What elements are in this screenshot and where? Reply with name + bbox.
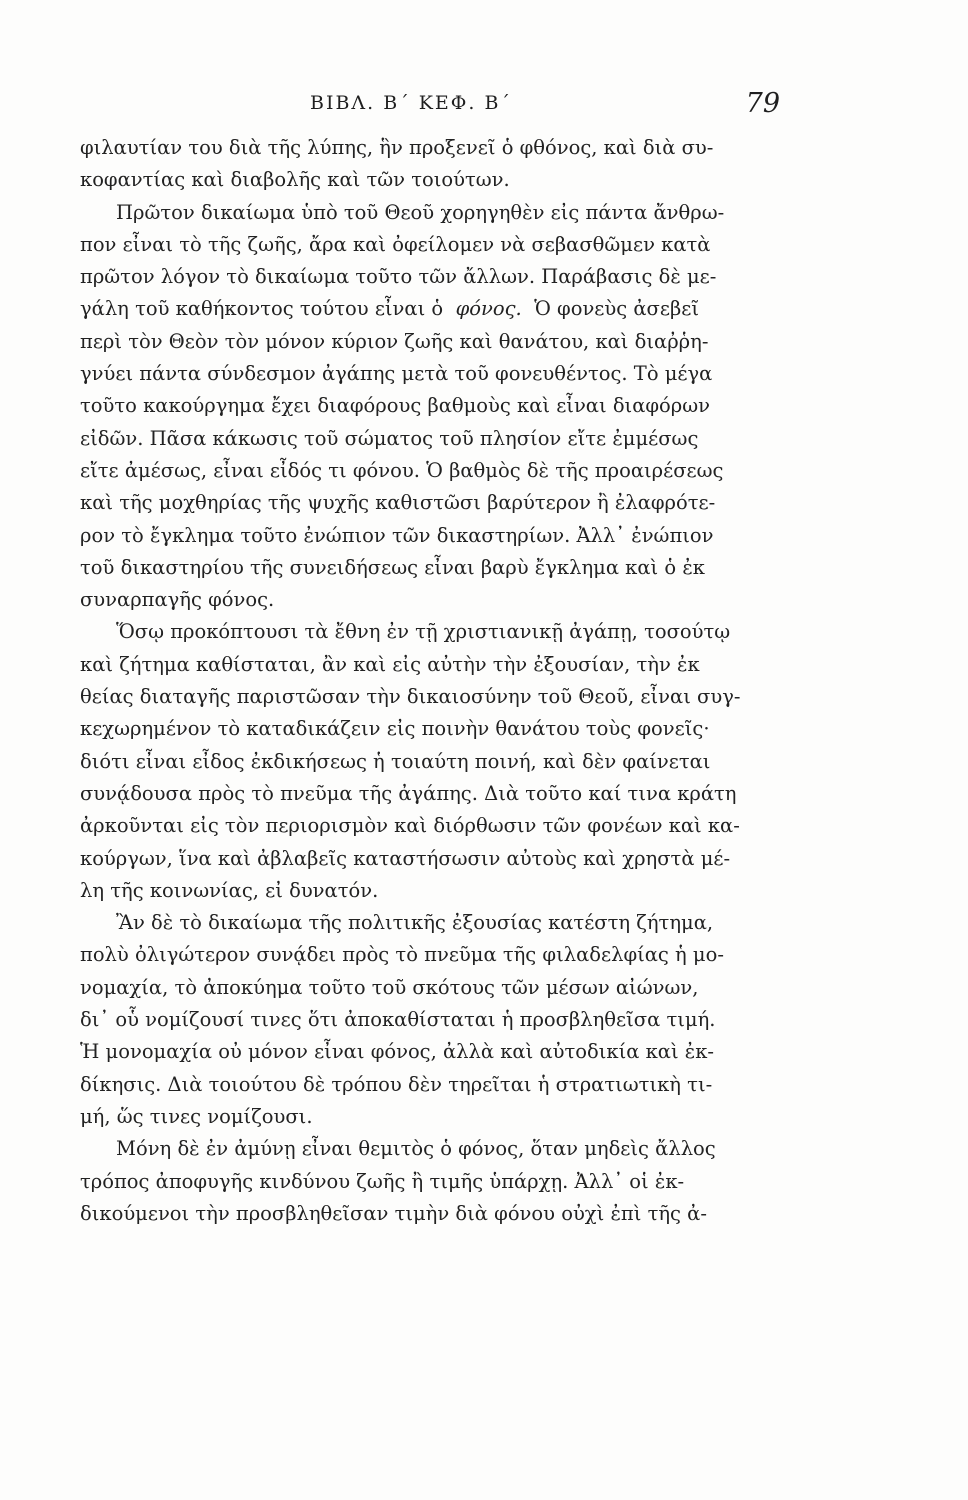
text-line: τοῦτο κακούργημα ἔχει διαφόρους βαθμοὺς καὶ εἶναι διαφόρων <box>80 394 710 418</box>
text-line: γνύει πάντα σύνδεσμον ἀγάπης μετὰ τοῦ φονευθέντος. Τὸ μέγα <box>80 362 713 386</box>
text-line: νομαχία, τὸ ἀποκύημα τοῦτο τοῦ σκότους τῶν μέσων αἰώνων, <box>80 975 699 999</box>
text-fragment: γάλη τοῦ καθήκοντος τούτου εἶναι ὁ <box>80 297 444 321</box>
text-line: κούργων, ἵνα καὶ ἀβλαβεῖς καταστήσωσιν αὐτοὺς καὶ χρηστὰ μέ- <box>80 846 731 870</box>
text-line: δικούμενοι τὴν προσβληθεῖσαν τιμὴν διὰ φόνου οὐχὶ ἐπὶ τῆς ἀ- <box>80 1201 707 1225</box>
text-line: Ἡ μονομαχία οὐ μόνον εἶναι φόνος, ἀλλὰ καὶ αὐτοδικία καὶ ἐκ- <box>80 1040 715 1064</box>
text-line: συναρπαγῆς φόνος. <box>80 588 275 612</box>
paragraph-start-line: Ὅσῳ προκόπτουσι τὰ ἔθνη ἐν τῇ χριστιανικῇ ἀγάπῃ, τοσούτῳ <box>116 620 731 644</box>
running-head <box>80 88 780 128</box>
text-line: ρον τὸ ἔγκλημα τοῦτο ἐνώπιον τῶν δικαστηρίων. Ἀλλ᾽ ἐνώπιον <box>80 523 714 547</box>
text-line: συνᾴδουσα πρὸς τὸ πνεῦμα τῆς ἀγάπης. Διὰ τοῦτο καί τινα κράτη <box>80 781 737 805</box>
text-line: φιλαυτίαν του διὰ τῆς λύπης, ἣν προξενεῖ ὁ φθόνος, καὶ διὰ συ- <box>80 136 714 159</box>
text-line: εἰδῶν. Πᾶσα κάκωσις τοῦ σώματος τοῦ πλησίον εἴτε ἐμμέσως <box>80 426 699 450</box>
text-line: τρόπος ἀποφυγῆς κινδύνου ζωῆς ἢ τιμῆς ὑπάρχῃ. Ἀλλ᾽ οἱ ἐκ- <box>80 1169 685 1193</box>
text-fragment: Ὁ φονεὺς ἀσεβεῖ <box>534 297 699 321</box>
text-line: δίκησις. Διὰ τοιούτου δὲ τρόπου δὲν τηρεῖται ἡ στρατιωτικὴ τι- <box>80 1072 713 1096</box>
text-line: καὶ ζήτημα καθίσταται, ἂν καὶ εἰς αὐτὴν τὴν ἐξουσίαν, τὴν ἐκ <box>80 652 700 676</box>
text-line: διότι εἶναι εἶδος ἐκδικήσεως ἡ τοιαύτη ποινή, καὶ δὲν φαίνεται <box>80 749 711 773</box>
running-head-title: ΒΙΒΛ. Β΄ ΚΕΦ. Β΄ <box>310 92 512 114</box>
text-line: κοφαντίας καὶ διαβολῆς καὶ τῶν τοιούτων. <box>80 168 510 192</box>
text-line: μή, ὥς τινες νομίζουσι. <box>80 1104 313 1128</box>
text-line: θείας διαταγῆς παριστῶσαν τὴν δικαιοσύνην τοῦ Θεοῦ, εἶναι συγ- <box>80 685 740 709</box>
text-line: κεχωρημένον τὸ καταδικάζειν εἰς ποινὴν θανάτου τοὺς φονεῖς· <box>80 717 710 741</box>
page-number: 79 <box>745 88 780 119</box>
paragraph-start-line: Πρῶτον δικαίωμα ὑπὸ τοῦ Θεοῦ χορηγηθὲν εἰς πάντα ἄνθρω- <box>116 200 725 224</box>
emphasized-word: φόνος. <box>455 297 522 321</box>
text-line: πρῶτον λόγον τὸ δικαίωμα τοῦτο τῶν ἄλλων. Παράβασις δὲ με- <box>80 265 717 289</box>
text-line: καὶ τῆς μοχθηρίας τῆς ψυχῆς καθιστῶσι βαρύτερον ἢ ἐλαφρότε- <box>80 491 716 515</box>
text-line: τοῦ δικαστηρίου τῆς συνειδήσεως εἶναι βαρὺ ἔγκλημα καὶ ὁ ἐκ <box>80 555 705 579</box>
body-text <box>80 132 740 1230</box>
text-line: ἀρκοῦνται εἰς τὸν περιορισμὸν καὶ διόρθωσιν τῶν φονέων καὶ κα- <box>80 814 740 838</box>
paragraph-start-line: Μόνη δὲ ἐν ἀμύνῃ εἶναι θεμιτὸς ὁ φόνος, ὅταν μηδεὶς ἄλλος <box>116 1137 716 1161</box>
text-line: πολὺ ὀλιγώτερον συνᾴδει πρὸς τὸ πνεῦμα τῆς φιλαδελφίας ἡ μο- <box>80 943 724 967</box>
text-line: λη τῆς κοινωνίας, εἰ δυνατόν. <box>80 878 379 902</box>
paragraph-start-line: Ἂν δὲ τὸ δικαίωμα τῆς πολιτικῆς ἐξουσίας κατέστη ζήτημα, <box>116 911 714 935</box>
text-line: περὶ τὸν Θεὸν τὸν μόνον κύριον ζωῆς καὶ θανάτου, καὶ διαῤῥη- <box>80 329 709 353</box>
text-line: εἴτε ἀμέσως, εἶναι εἶδός τι φόνου. Ὁ βαθμὸς δὲ τῆς προαιρέσεως <box>80 458 724 482</box>
text-line: πον εἶναι τὸ τῆς ζωῆς, ἄρα καὶ ὀφείλομεν νὰ σεβασθῶμεν κατὰ <box>80 232 711 256</box>
text-line <box>80 293 740 325</box>
text-line: δι᾽ οὗ νομίζουσί τινες ὅτι ἀποκαθίσταται ἡ προσβληθεῖσα τιμή. <box>80 1008 716 1032</box>
